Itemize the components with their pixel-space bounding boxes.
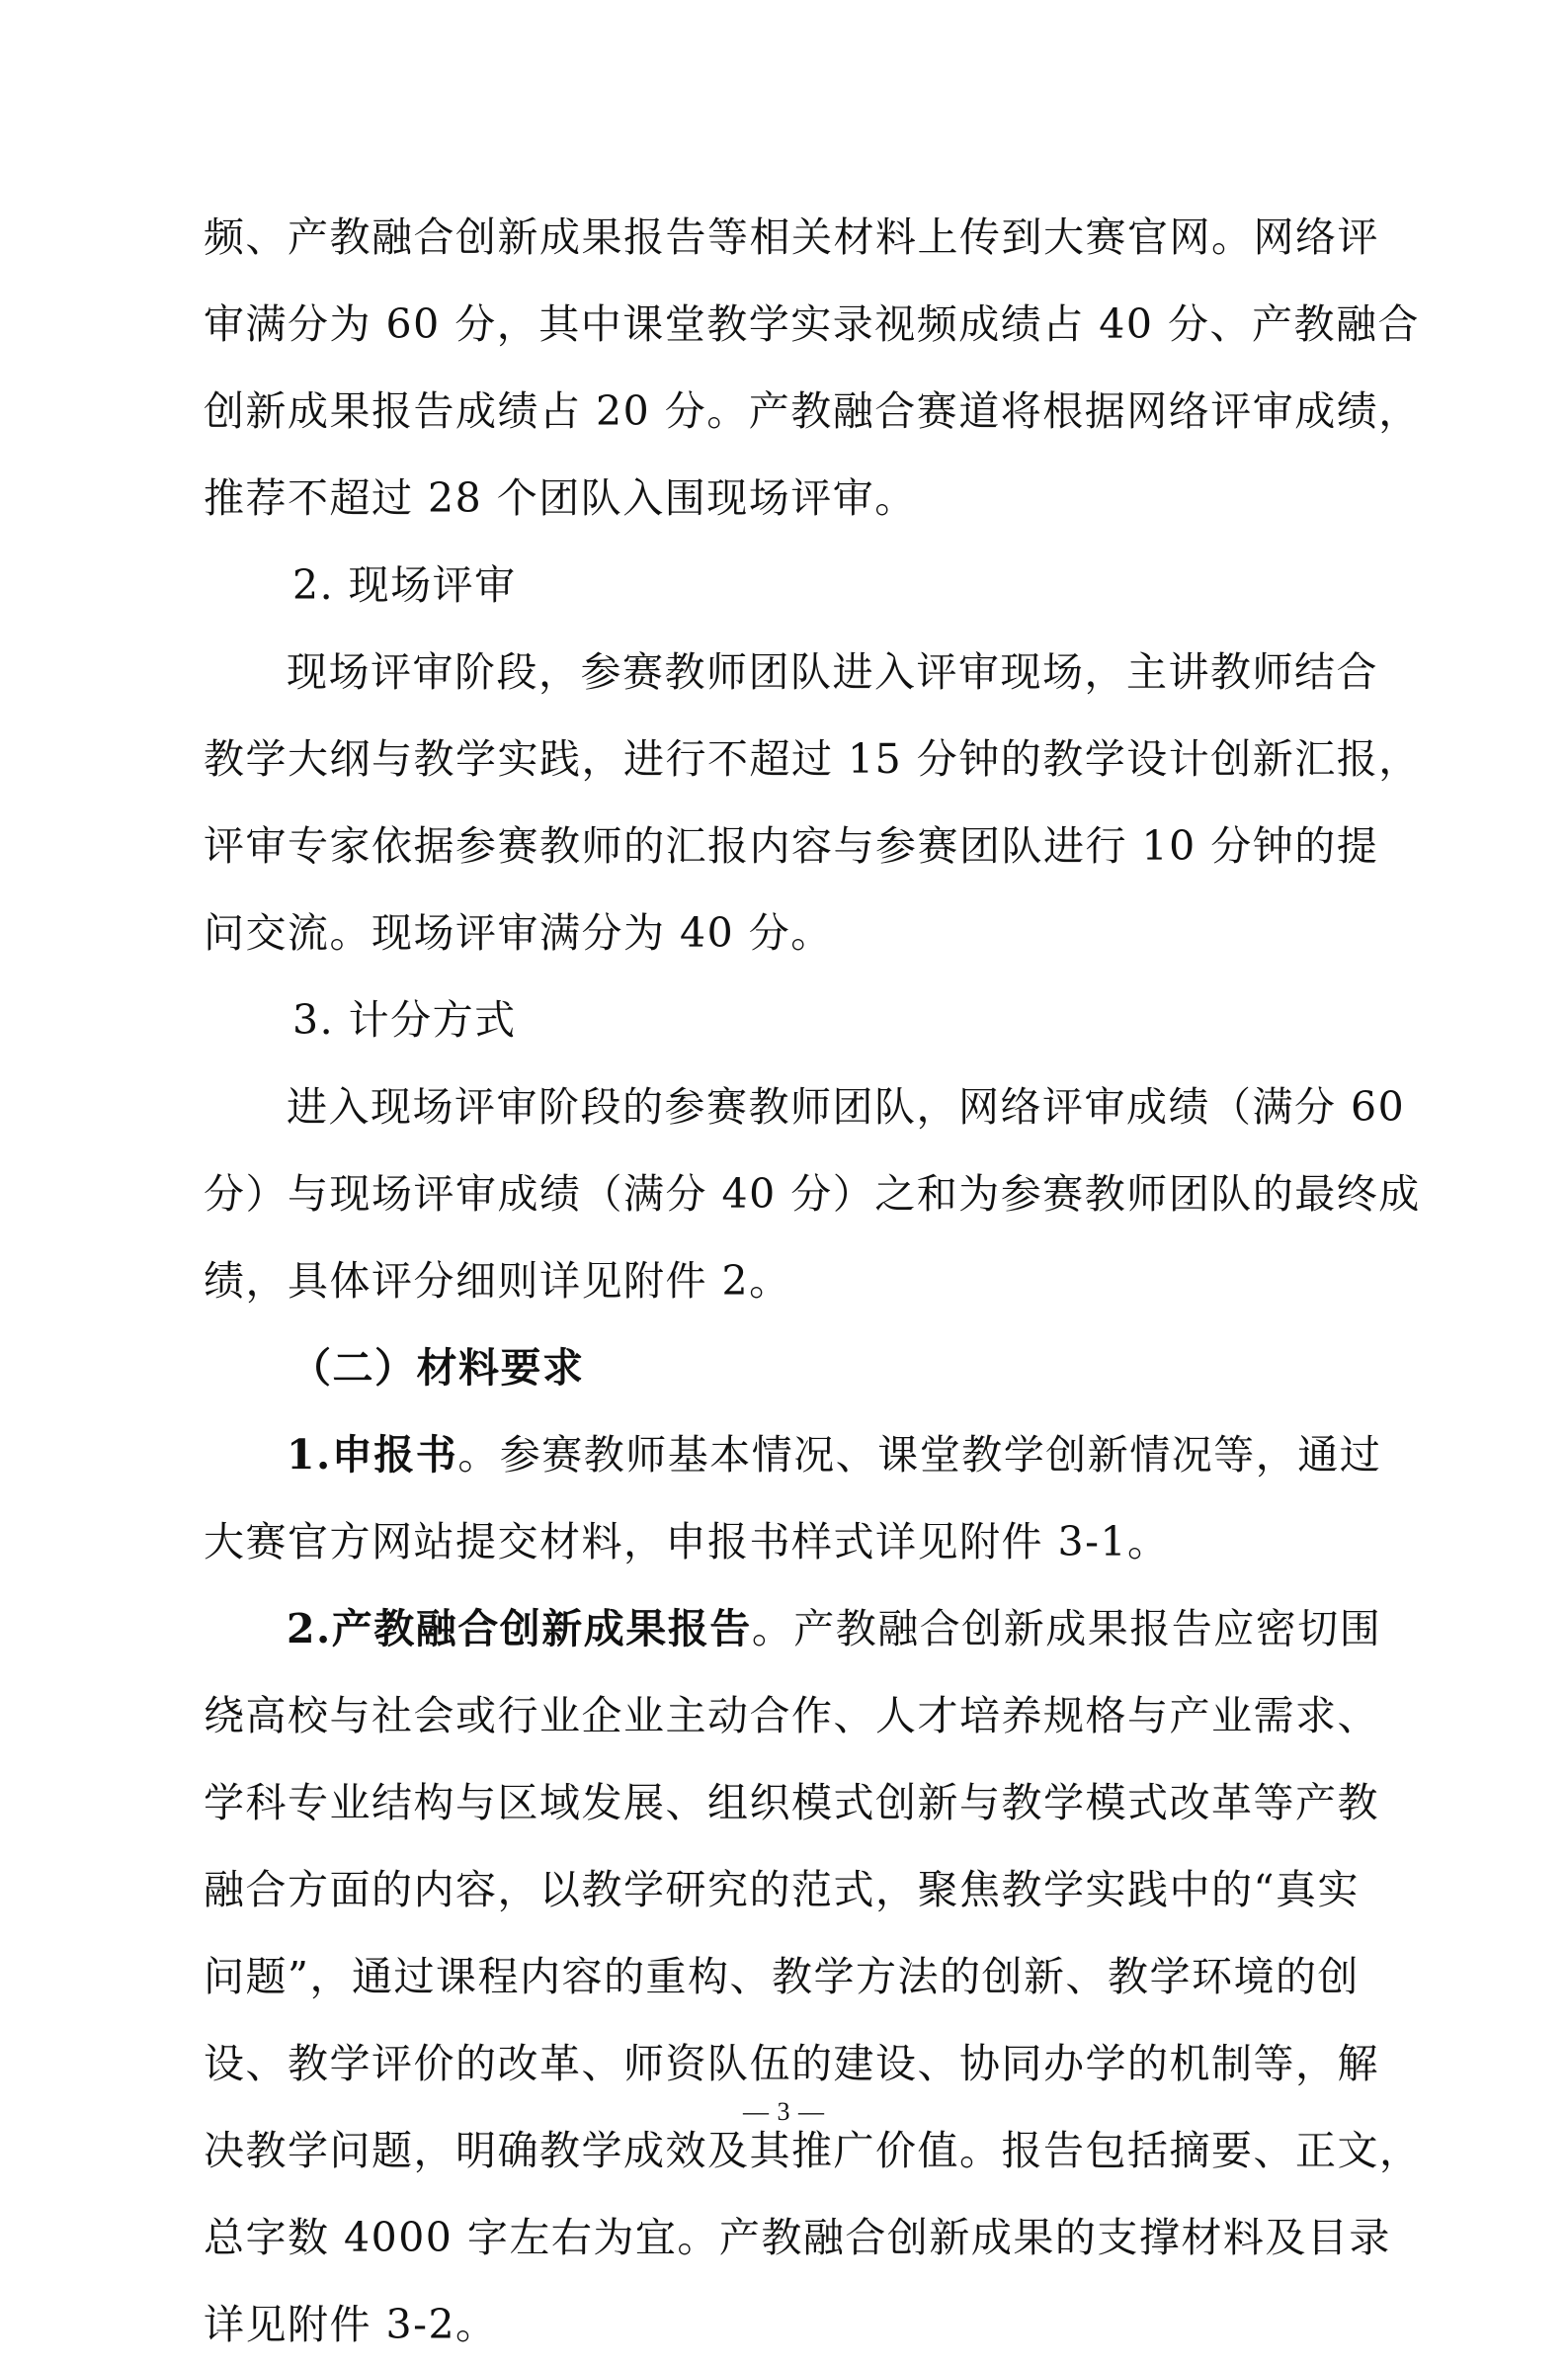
paragraph-line: 进入现场评审阶段的参赛教师团队，网络评审成绩（满分 60	[287, 1083, 1406, 1131]
paragraph-line: 详见附件 3-2。	[204, 2301, 498, 2348]
item-title-application-form: 1.申报书	[287, 1431, 458, 1479]
paragraph-line: 融合方面的内容，以教学研究的范式，聚焦教学实践中的“真实	[204, 1866, 1360, 1913]
paragraph-line: 学科专业结构与区域发展、组织模式创新与教学模式改革等产教	[204, 1779, 1379, 1826]
paragraph-line	[204, 1411, 1382, 1498]
paragraph-line: 问题”，通过课程内容的重构、教学方法的创新、教学环境的创	[204, 1953, 1360, 2000]
paragraph-line: 绕高校与社会或行业企业主动合作、人才培养规格与产业需求、	[204, 1692, 1379, 1739]
paragraph-line: 频、产教融合创新成果报告等相关材料上传到大赛官网。网络评	[204, 213, 1379, 261]
paragraph-line: 设、教学评价的改革、师资队伍的建设、协同办学的机制等，解	[204, 2040, 1379, 2087]
paragraph-line: 教学大纲与教学实践，进行不超过 15 分钟的教学设计创新汇报，	[204, 735, 1421, 783]
item-text: 。参赛教师基本情况、课堂教学创新情况等，通过	[457, 1431, 1382, 1479]
paragraph-line: 审满分为 60 分，其中课堂教学实录视频成绩占 40 分、产教融合	[204, 300, 1420, 348]
body-text	[204, 194, 1422, 2368]
item-text: 。产教融合创新成果报告应密切围	[751, 1605, 1382, 1652]
item-title-innovation-report: 2.产教融合创新成果报告	[287, 1605, 752, 1652]
paragraph-line: 决教学问题，明确教学成效及其推广价值。报告包括摘要、正文，	[204, 2127, 1422, 2174]
section-heading-scoring-method: 3. 计分方式	[292, 996, 517, 1044]
paragraph-line: 评审专家依据参赛教师的汇报内容与参赛团队进行 10 分钟的提	[204, 822, 1379, 870]
paragraph-line: 总字数 4000 字左右为宜。产教融合创新成果的支撑材料及目录	[204, 2214, 1391, 2261]
paragraph-line: 创新成果报告成绩占 20 分。产教融合赛道将根据网络评审成绩，	[204, 387, 1421, 435]
paragraph-line: 问交流。现场评审满分为 40 分。	[204, 909, 833, 957]
paragraph-line: 大赛官方网站提交材料，申报书样式详见附件 3-1。	[204, 1518, 1170, 1565]
section-heading-material-requirements: （二）材料要求	[290, 1344, 585, 1392]
paragraph-line: 现场评审阶段，参赛教师团队进入评审现场，主讲教师结合	[287, 648, 1378, 696]
section-heading-onsite-review: 2. 现场评审	[292, 561, 517, 609]
paragraph-line	[204, 1585, 1382, 1672]
paragraph-line: 推荐不超过 28 个团队入围现场评审。	[204, 474, 917, 522]
paragraph-line: 绩，具体评分细则详见附件 2。	[204, 1257, 791, 1305]
paragraph-line: 分）与现场评审成绩（满分 40 分）之和为参赛教师团队的最终成	[204, 1170, 1421, 1218]
page-number: — 3 —	[743, 2097, 825, 2126]
